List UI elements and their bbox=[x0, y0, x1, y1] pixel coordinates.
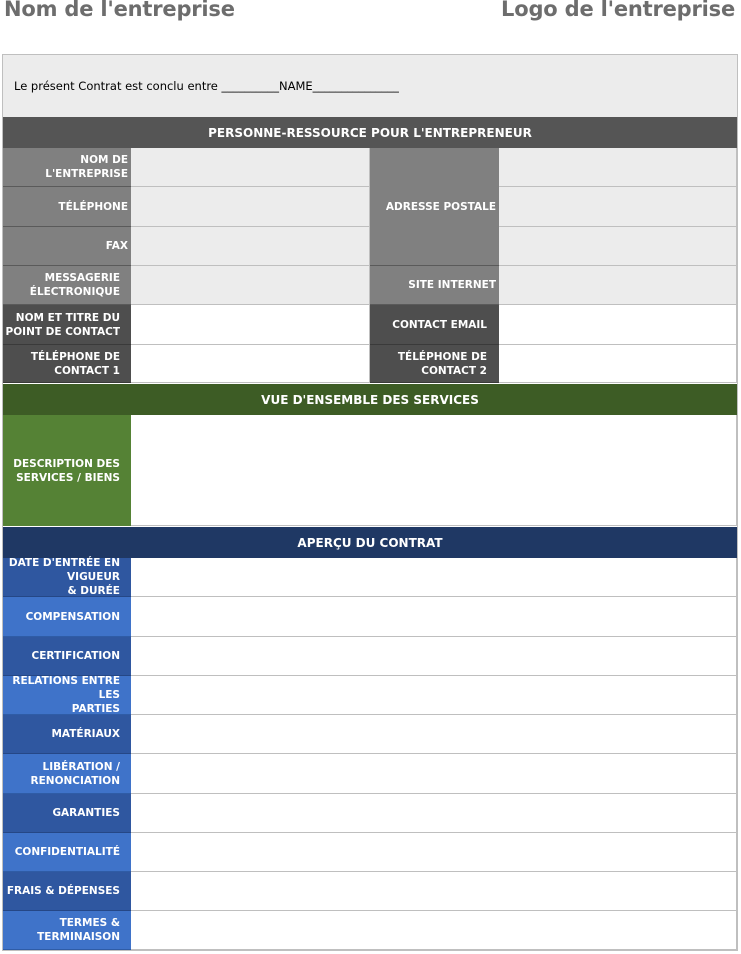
contact-name-title-label: NOM ET TITRE DU POINT DE CONTACT bbox=[3, 305, 131, 345]
contract-section-title: APERÇU DU CONTRAT bbox=[3, 527, 737, 558]
contract-row-label: FRAIS & DÉPENSES bbox=[3, 872, 131, 911]
contract-row-label: COMPENSATION bbox=[3, 597, 131, 637]
phone-label: TÉLÉPHONE bbox=[3, 187, 131, 227]
contract-row-field[interactable] bbox=[131, 754, 737, 794]
contract-row-field[interactable] bbox=[131, 911, 737, 950]
website-label: SITE INTERNET bbox=[370, 266, 499, 305]
contract-row-label: TERMES & TERMINAISON bbox=[3, 911, 131, 950]
contract-row-label: RELATIONS ENTRE LES PARTIES bbox=[3, 676, 131, 715]
company-logo-placeholder: Logo de l'entreprise bbox=[501, 0, 735, 21]
contract-row-field[interactable] bbox=[131, 872, 737, 911]
intro-box[interactable] bbox=[3, 55, 737, 117]
company-name-label: NOM DE L'ENTREPRISE bbox=[3, 148, 131, 187]
contract-row-field[interactable] bbox=[131, 794, 737, 833]
contract-row-label: GARANTIES bbox=[3, 794, 131, 833]
contract-row-field[interactable] bbox=[131, 597, 737, 637]
postal-address-field-1[interactable] bbox=[499, 148, 737, 187]
fax-label: FAX bbox=[3, 227, 131, 266]
email-label: MESSAGERIE ÉLECTRONIQUE bbox=[3, 266, 131, 305]
contract-row-label: MATÉRIAUX bbox=[3, 715, 131, 754]
contact-name-title-field[interactable] bbox=[131, 305, 370, 345]
website-field[interactable] bbox=[499, 266, 737, 305]
contact-section-title: PERSONNE-RESSOURCE POUR L'ENTREPRENEUR bbox=[3, 117, 737, 148]
contract-row-label: CONFIDENTIALITÉ bbox=[3, 833, 131, 872]
contract-row-label: DATE D'ENTRÉE EN VIGUEUR & DURÉE bbox=[3, 558, 131, 597]
contact-email-label: CONTACT EMAIL bbox=[370, 305, 499, 345]
contract-row-field[interactable] bbox=[131, 715, 737, 754]
services-description-field[interactable] bbox=[131, 415, 737, 526]
company-name: Nom de l'entreprise bbox=[4, 0, 235, 21]
contact-phone-2-label: TÉLÉPHONE DE CONTACT 2 bbox=[370, 345, 499, 383]
services-description-label: DESCRIPTION DES SERVICES / BIENS bbox=[3, 415, 131, 526]
postal-address-label: ADRESSE POSTALE bbox=[370, 148, 499, 266]
email-field[interactable] bbox=[131, 266, 370, 305]
phone-field[interactable] bbox=[131, 187, 370, 227]
contact-phone-1-label: TÉLÉPHONE DE CONTACT 1 bbox=[3, 345, 131, 383]
postal-address-field-3[interactable] bbox=[499, 227, 737, 266]
contact-phone-1-field[interactable] bbox=[131, 345, 370, 383]
contract-row-field[interactable] bbox=[131, 676, 737, 715]
services-section-title: VUE D'ENSEMBLE DES SERVICES bbox=[3, 384, 737, 415]
contract-row-field[interactable] bbox=[131, 637, 737, 676]
postal-address-field-2[interactable] bbox=[499, 187, 737, 227]
contract-row-label: LIBÉRATION / RENONCIATION bbox=[3, 754, 131, 794]
intro-text: Le présent Contrat est conclu entre __________NAME_______________ bbox=[14, 79, 399, 93]
company-name-field[interactable] bbox=[131, 148, 370, 187]
contract-row-field[interactable] bbox=[131, 558, 737, 597]
contract-row-label: CERTIFICATION bbox=[3, 637, 131, 676]
contact-phone-2-field[interactable] bbox=[499, 345, 737, 383]
contact-email-field[interactable] bbox=[499, 305, 737, 345]
contract-row-field[interactable] bbox=[131, 833, 737, 872]
fax-field[interactable] bbox=[131, 227, 370, 266]
